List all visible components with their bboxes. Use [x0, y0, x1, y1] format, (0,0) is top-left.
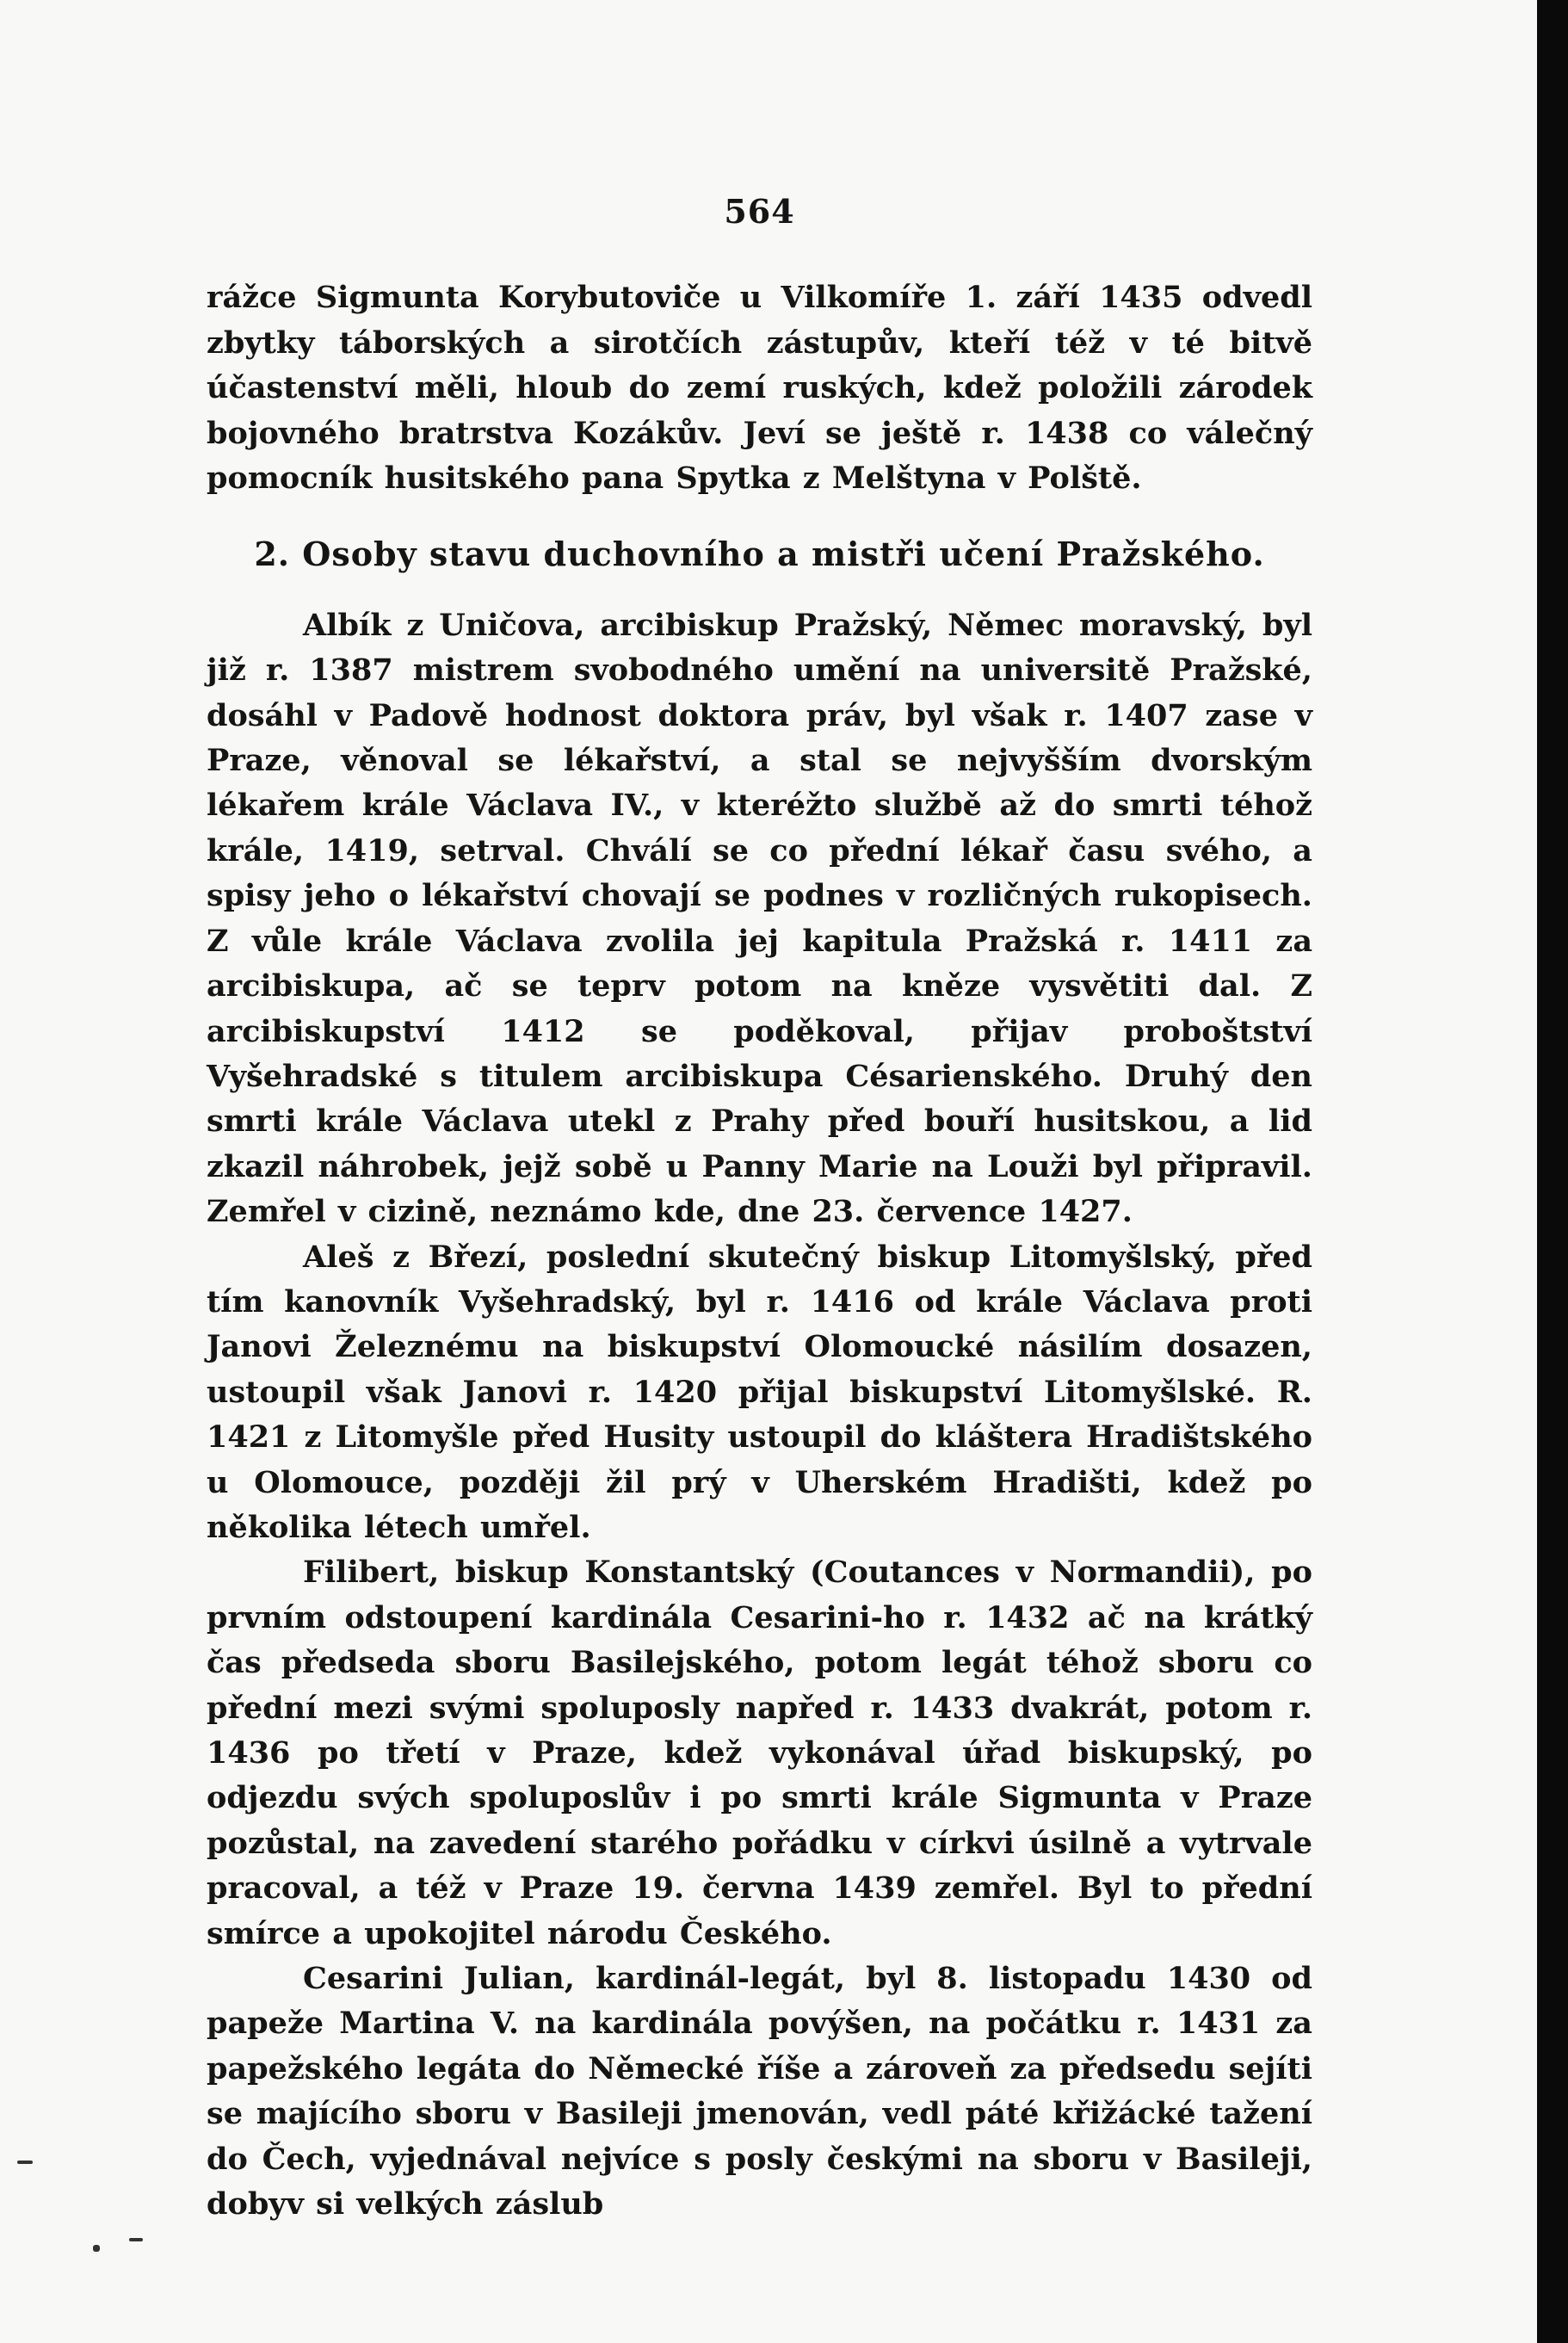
paragraph-filibert: Filibert, biskup Konstantský (Coutances v Normandii), po prvním odstoupení kardinála Cesarini-ho r. 1432 ač na krátký čas předseda sboru Basilejského, potom legát téhož sboru co přední mezi svými spoluposly napřed r. 1433 dvakrát, potom r. 1436 po třetí v Praze, kdež vykonával úřad biskupský, po odjezdu svých spoluposlův i po smrti krále Sigmunta v Praze pozůstal, na zavedení starého pořádku v církvi úsilně a vytrvale pracoval, a též v Praze 19. června 1439 zemřel. Byl to přední smírce a upokojitel národu Českého.	[207, 1555, 1312, 1951]
paragraph-ales: Aleš z Březí, poslední skutečný biskup Litomyšlský, před tím kanovník Vyšehradský, byl r. 1416 od krále Václava proti Janovi Železnému na biskupství Olomoucké násilím dosazen, ustoupil však Janovi r. 1420 přijal biskupství Litomyšlské. R. 1421 z Litomyšle před Husity ustoupil do kláštera Hradištského u Olomouce, později žil prý v Uherském Hradišti, kdež po několika létech umřel.	[207, 1239, 1312, 1545]
scan-speck	[17, 2161, 33, 2164]
scan-speck	[129, 2238, 143, 2241]
paragraph-cesarini: Cesarini Julian, kardinál-legát, byl 8. listopadu 1430 od papeže Martina V. na kardinála povýšen, na počátku r. 1431 za papežského legáta do Německé říše a zároveň za předsedu sejíti se majícího sboru v Basileji jmenován, vedl páté křižácké tažení do Čech, vyjednával nejvíce s posly českými na sboru v Basileji, dobyv si velkých záslub	[207, 1961, 1312, 2222]
section-heading: 2. Osoby stavu duchovního a mistři učení Pražského.	[254, 535, 1265, 574]
paragraph-albik: Albík z Uničova, arcibiskup Pražský, Němec moravský, byl již r. 1387 mistrem svobodného umění na universitě Pražské, dosáhl v Padově hodnost doktora práv, byl však r. 1407 zase v Praze, věnoval se lékařství, a stal se nejvyšším dvorským lékařem krále Václava IV., v kteréžto službě až do smrti téhož krále, 1419, setrval. Chválí se co přední lékař času svého, a spisy jeho o lékařství chovají se podnes v rozličných rukopisech. Z vůle krále Václava zvolila jej kapitula Pražská r. 1411 za arcibiskupa, ač se teprv potom na kněze vysvětiti dal. Z arcibiskupství 1412 se poděkoval, přijav proboštství Vyšehradské s titulem arcibiskupa Césarienského. Druhý den smrti krále Václava utekl z Prahy před bouří husitskou, a lid zkazil náhrobek, jejž sobě u Panny Marie na Louži byl připravil. Zemřel v cizině, neznámo kde, dne 23. července 1427.	[207, 607, 1312, 1230]
scan-dark-edge	[1537, 0, 1568, 2343]
page-text	[207, 172, 1312, 2227]
intro-paragraph: rážce Sigmunta Korybutoviče u Vilkomíře 1. září 1435 odvedl zbytky táborských a sirotčích zástupův, kteří též v té bitvě účastenství měli, hloub do zemí ruských, kdež položili zárodek bojovného bratrstva Kozákův. Jeví se ještě r. 1438 co válečný pomocník husitského pana Spytka z Melštyna v Polště.	[207, 280, 1312, 497]
page-number: 564	[724, 192, 795, 231]
scan-speck	[93, 2245, 100, 2252]
